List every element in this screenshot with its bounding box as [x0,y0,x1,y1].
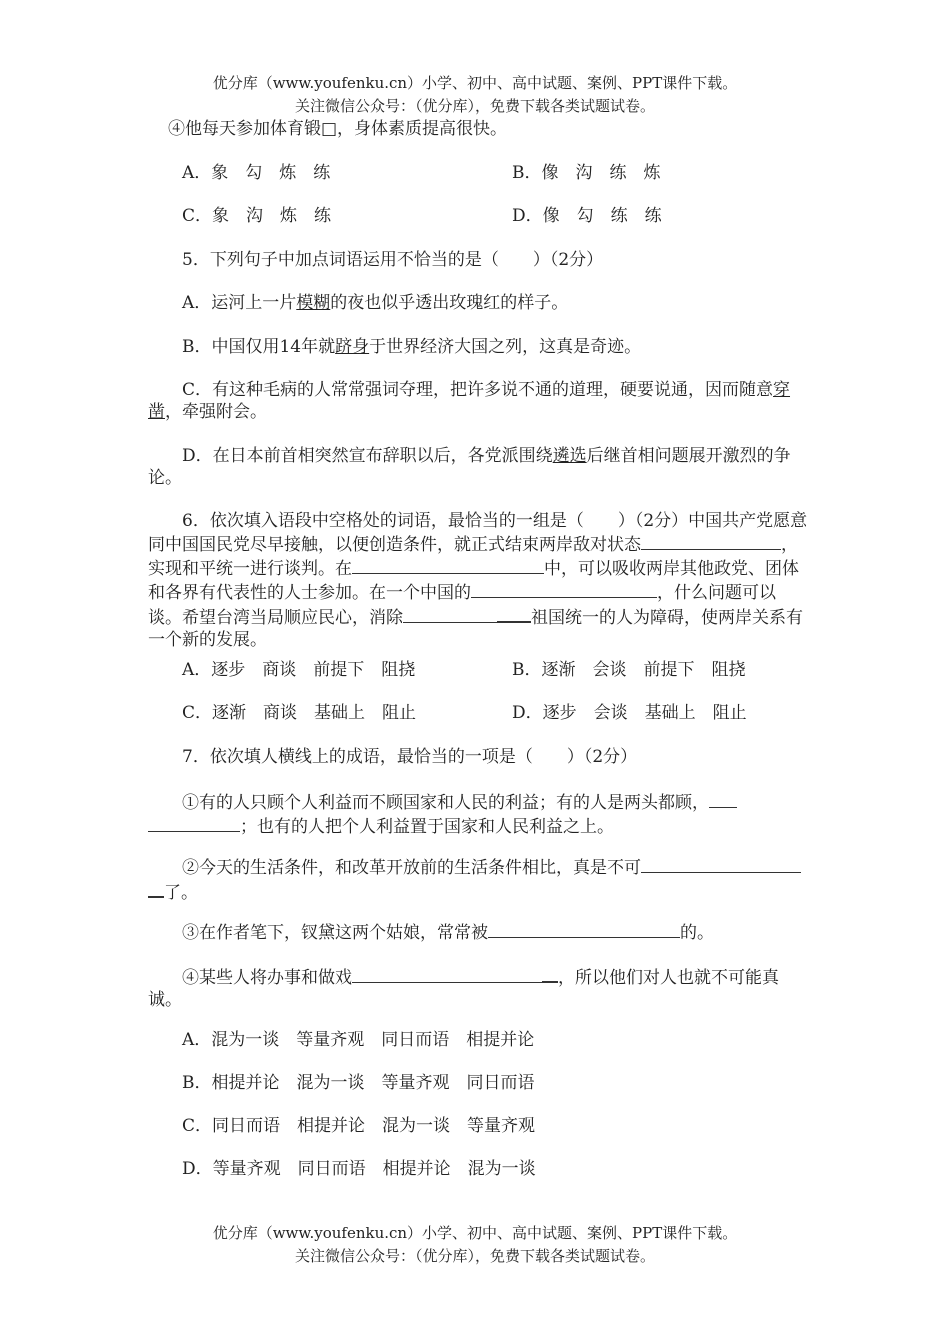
q7-blank-1a [709,790,737,808]
q7-blank-2c [148,879,164,898]
q7-sentence-2: ②今天的生活条件，和改革开放前的生活条件相比，真是不可了。 [148,855,808,904]
q7-sentence-4: ④某些人将办事和做戏 ，所以他们对人也就不可能真诚。 [148,964,808,1011]
q7-option-c: C．同日而语 相提并论 混为一谈 等量齐观 [182,1116,536,1136]
q4-option-a: A．象 勾 炼 练 [182,163,331,183]
q5-option-b: B．中国仅用14年就跻身于世界经济大国之列，这真是奇迹。 [182,337,642,357]
q7-stem: 7．依次填人横线上的成语，最恰当的一项是（ ）（2分） [182,747,638,767]
q6-blank-4b [497,604,531,623]
q7-sentence-3: ③在作者笔下，钗黛这两个姑娘，常常被 的。 [148,920,808,944]
q5-c-dotted-word: 穿凿 [148,380,791,422]
q5-stem: 5．下列句子中加点词语运用不恰当的是（ ）（2分） [182,250,604,270]
q7-blank-1b [148,814,240,832]
q6-option-c: C．逐渐 商谈 基础上 阻止 [182,703,417,723]
q7-option-b: B．相提并论 混为一谈 等量齐观 同日而语 [182,1073,535,1093]
q6-blank-3b [519,580,657,598]
q6-blank-3a [471,580,519,598]
q5-b-dotted-word: 跻身 [335,337,370,357]
header-line-1: 优分库（www.youfenku.cn）小学、初中、高中试题、案例、PPT课件下载。 [212,74,738,92]
q5-option-d: D．在日本前首相突然宣布辞职以后，各党派围绕遴选后继首相问题展开激烈的争论。 [148,446,791,488]
q6-blank-1a [641,532,649,550]
q5-d-dotted-word: 遴选 [552,446,587,466]
q6-passage: 6．依次填入语段中空格处的词语，最恰当的一组是（ ）（2分）中国共产党愿意同中国国民党尽早接触，以便创造条件，就正式结束两岸敌对状态 ，实现和平统一进行谈判。在 中，可以吸收两岸其他政党、团体和各界有代表性的人士参加。在一个中国的 ，什么问题可以谈。希望台湾当局顺应民心，消除 祖国统一的人为障碍，使两岸关系有一个新的发展。 [148,511,808,650]
page-footer [0,1222,950,1268]
q7-blank-2b [745,855,801,873]
q4-option-b: B．像 沟 练 炼 [512,163,661,183]
page-header [0,72,950,118]
q4-item-4: ④他每天参加体育锻□，身体素质提高很快。 [168,119,508,139]
q7-blank-4a [352,965,542,983]
q6-option-d: D．逐步 会谈 基础上 阻止 [512,703,747,723]
q6-blank-4a [403,605,497,623]
q7-blank-2a [641,855,745,873]
q5-a-dotted-word: 模糊 [296,293,331,313]
q5-option-c: C．有这种毛病的人常常强词夺理，把许多说不通的道理，硬要说通，因而随意穿凿，牵强附会。 [148,380,791,422]
q7-blank-4b [542,964,558,983]
q4-option-d: D．像 勾 练 练 [512,206,662,226]
q7-sentence-1: ①有的人只顾个人利益而不顾国家和人民的利益；有的人是两头都顾，；也有的人把个人利益置于国家和人民利益之上。 [148,790,808,838]
footer-line-2: 关注微信公众号：（优分库），免费下载各类试题试卷。 [294,1247,655,1265]
q7-option-d: D．等量齐观 同日而语 相提并论 混为一谈 [182,1159,536,1179]
footer-line-1: 优分库（www.youfenku.cn）小学、初中、高中试题、案例、PPT课件下载。 [212,1224,738,1242]
q7-option-a: A．混为一谈 等量齐观 同日而语 相提并论 [182,1030,535,1050]
q6-blank-1b [649,532,781,550]
q7-blank-3 [488,920,680,938]
q6-option-b: B．逐渐 会谈 前提下 阻挠 [512,660,746,680]
q4-option-c: C．象 沟 炼 练 [182,206,332,226]
header-line-2: 关注微信公众号：（优分库），免费下载各类试题试卷。 [294,97,655,115]
q6-blank-2 [352,556,544,574]
q5-option-a: A．运河上一片模糊的夜也似乎透出玫瑰红的样子。 [182,293,569,313]
q6-option-a: A．逐步 商谈 前提下 阻挠 [182,660,416,680]
